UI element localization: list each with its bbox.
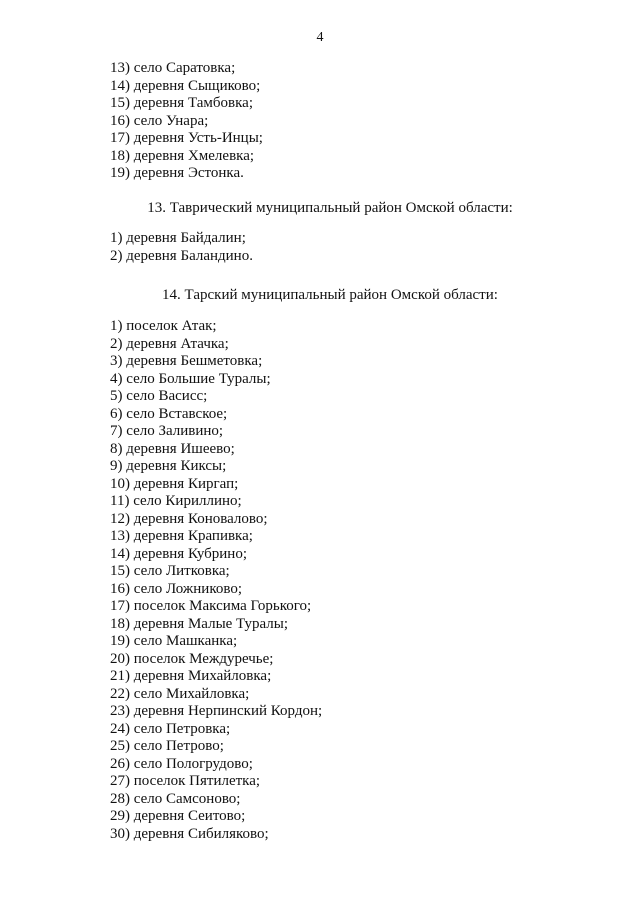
list-item: 14) деревня Кубрино;: [110, 545, 247, 562]
list-item: 12) деревня Коновалово;: [110, 510, 268, 527]
list-item: 18) деревня Малые Туралы;: [110, 615, 288, 632]
list-item: 9) деревня Киксы;: [110, 458, 227, 474]
list-item: 1) деревня Байдалин;: [110, 230, 246, 246]
list-item: 22) село Михайловка;: [110, 685, 250, 702]
list-item: 7) село Заливино;: [110, 423, 224, 439]
list-item: 11) село Кириллино;: [110, 493, 242, 509]
list-item: 30) деревня Сибиляково;: [110, 825, 269, 842]
list-item: 15) село Литковка;: [110, 563, 230, 579]
list-item: 27) поселок Пятилетка;: [110, 773, 261, 789]
list-item: 17) поселок Максима Горького;: [110, 598, 312, 614]
list-item: 28) село Самсоново;: [110, 790, 241, 807]
list-item: 13) село Саратовка;: [110, 60, 236, 76]
list-item: 18) деревня Хмелевка;: [110, 147, 255, 164]
list-item: 25) село Петрово;: [110, 738, 224, 754]
list-item: 2) деревня Атачка;: [110, 335, 229, 352]
list-item: 3) деревня Бешметовка;: [110, 353, 263, 369]
list-item: 16) село Ложниково;: [110, 580, 242, 597]
list-item: 2) деревня Баландино.: [110, 247, 253, 264]
list-item: 16) село Унара;: [110, 112, 209, 129]
list-item: 1) поселок Атак;: [110, 318, 217, 334]
list-item: 24) село Петровка;: [110, 720, 231, 737]
list-item: 14) деревня Сыщиково;: [110, 77, 261, 94]
section-12-list: [110, 60, 263, 183]
list-item: 23) деревня Нерпинский Кордон;: [110, 703, 323, 719]
section-13-list: [110, 230, 253, 265]
list-item: 5) село Васисс;: [110, 388, 208, 404]
list-item: 20) поселок Междуречье;: [110, 650, 274, 667]
section-14-list: [110, 318, 322, 843]
list-item: 8) деревня Ишеево;: [110, 440, 235, 457]
list-item: 10) деревня Киргап;: [110, 475, 239, 492]
page-number: 4: [316, 30, 324, 45]
list-item: 19) село Машканка;: [110, 633, 238, 649]
list-item: 21) деревня Михайловка;: [110, 668, 272, 684]
list-item: 4) село Большие Туралы;: [110, 370, 271, 387]
section-14-heading: 14. Тарский муниципальный район Омской области:: [162, 287, 498, 303]
list-item: 6) село Вставское;: [110, 405, 228, 422]
list-item: 17) деревня Усть-Инцы;: [110, 130, 263, 146]
section-13-heading: 13. Таврический муниципальный район Омской области:: [147, 200, 513, 216]
list-item: 26) село Пологрудово;: [110, 755, 253, 772]
list-item: 29) деревня Сеитово;: [110, 808, 246, 824]
list-item: 19) деревня Эстонка.: [110, 165, 244, 181]
list-item: 15) деревня Тамбовка;: [110, 95, 253, 111]
list-item: 13) деревня Крапивка;: [110, 528, 253, 544]
